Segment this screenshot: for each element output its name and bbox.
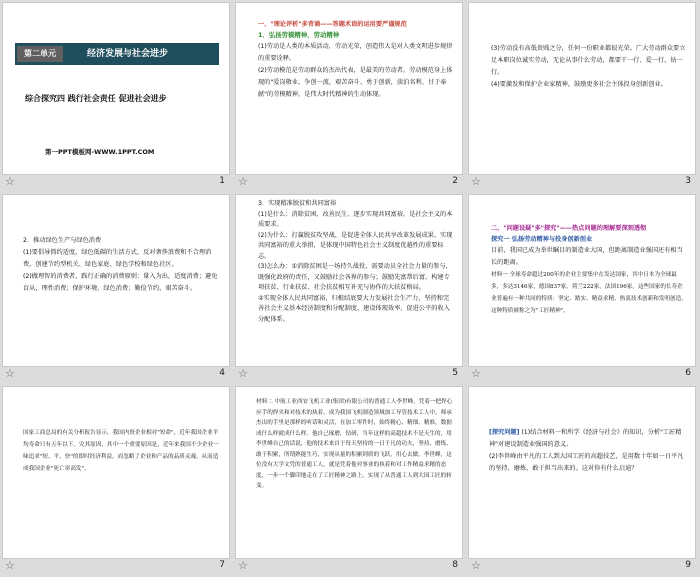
star-icon[interactable]: ☆ <box>238 559 248 572</box>
slide-number: 5 <box>452 368 458 378</box>
slide-thumbnail-1[interactable] <box>0 0 233 192</box>
slide-footer <box>3 367 229 382</box>
paragraph-2: (2)做理智的消费者，践行正确的消费原则：量入为出，适度消费；避免盲从，理性消费；保护环境，绿色消费；勤俭节约，艰苦奋斗。 <box>23 273 218 292</box>
slide-footer <box>236 175 462 190</box>
slide-thumbnail-4[interactable] <box>0 192 233 384</box>
paragraph-1: (3)劳动没有高低贵贱之分，任何一份职业都很光荣。广大劳动群众要立足本职岗位诚实劳动，无论从事什么劳动，都要干一行、爱一行、钻一行。 <box>491 45 686 76</box>
star-icon[interactable]: ☆ <box>5 559 15 572</box>
slide-thumbnail-6[interactable] <box>466 192 699 384</box>
star-icon[interactable]: ☆ <box>5 367 15 380</box>
slide-footer <box>469 175 695 190</box>
paragraph-1: 国家工商总局的有关分析报告显示，我国内资企业相对"短命"，近年我国企业平均寿命只有五年以下。究其原因，其中一个重要原因是，近年来我国不少企业一味追求"短、平、快"的即时经济利益，而忽略了企业和产品的品质灵魂，从而造成我国企业"死亡率高发"。 <box>23 430 219 472</box>
slide-thumbnail-7[interactable] <box>0 384 233 576</box>
slide-thumbnail-2[interactable] <box>233 0 466 192</box>
slide-canvas[interactable] <box>3 387 229 558</box>
sub-heading: 探究一 弘扬劳动精神与投身创新创业 <box>491 236 593 243</box>
slide-footer <box>469 559 695 574</box>
slide-footer <box>236 367 462 382</box>
question-1: (1)结合材料一和所学《经济与社会》的知识，分析"工匠精神"对建设制造业强国的意义。 <box>489 429 682 448</box>
slide-canvas[interactable] <box>236 387 462 558</box>
slide-thumbnail-8[interactable] <box>233 384 466 576</box>
star-icon[interactable]: ☆ <box>5 175 15 188</box>
inquiry-title: 综合探究四 践行社会责任 促进社会进步 <box>25 94 167 103</box>
slide-footer <box>3 175 229 190</box>
slide-thumbnail-5[interactable] <box>233 192 466 384</box>
sub-heading: 1．弘扬劳模精神、劳动精神 <box>258 31 340 39</box>
slide-canvas[interactable] <box>3 3 229 174</box>
slide-number: 2 <box>452 176 458 186</box>
question-set <box>489 427 687 451</box>
paragraph-3: (3)怎么办：①消除贫困是一场持久战役，需要动员全社会力量的参与，既强化政府的责任，又鼓励社会各界的参与；鼓励先富帮后富，构建专项扶贫、行业扶贫、社会扶贫相互补充与协作的大扶贫格局。 <box>258 263 452 291</box>
slide-number: 3 <box>685 176 691 186</box>
slide-footer <box>3 559 229 574</box>
star-icon[interactable]: ☆ <box>238 367 248 380</box>
template-footer: 第一PPT模板网-WWW.1PPT.COM <box>45 148 155 156</box>
slide-thumbnail-3[interactable] <box>466 0 699 192</box>
slide-number: 6 <box>685 368 691 378</box>
unit-tag: 第二单元 <box>17 46 63 62</box>
slide-canvas[interactable] <box>469 387 695 558</box>
sub-heading: 3．实现精准脱贫和共同富裕 <box>258 200 337 207</box>
slide-thumbnail-9[interactable] <box>466 384 699 576</box>
slide-number: 9 <box>685 560 691 570</box>
unit-title: 经济发展与社会进步 <box>87 49 169 59</box>
slide-number: 4 <box>219 368 225 378</box>
slide-number: 1 <box>219 176 225 186</box>
slide-footer <box>469 367 695 382</box>
paragraph-1: (1)劳动是人类的本质活动，劳动光荣，创造伟大是对人类文明进步规律的重要诠释。 <box>258 43 453 62</box>
paragraph-4: ②实现全体人民共同富裕，归根结底要大力发展社会生产力，坚持和完善社会主义基本经济制度和分配制度，建设体现效率、促进公平的收入分配体系。 <box>258 294 450 323</box>
unit-banner <box>15 43 219 65</box>
paragraph-2: (2)为什么：打赢脱贫攻坚战，是促进全体人民共享改革发展成果、实现共同富裕的重大举措，是体现中国特色社会主义制度优越性的重要标志。 <box>258 231 453 260</box>
slide-footer <box>236 559 462 574</box>
question-2: (2)李世峰由平凡的工人到大国工匠的高超技艺，是用数十年如一日平凡的坚持、磨炼、敢于担当出来的。这对你有什么启迪？ <box>489 453 684 472</box>
slide-canvas[interactable] <box>469 3 695 174</box>
slide-canvas[interactable] <box>3 195 229 366</box>
question-label: [探究问题] <box>489 429 520 436</box>
slide-canvas[interactable] <box>236 195 462 366</box>
paragraph-1: (1)要倡导简约适度、绿色低碳的生活方式，反对奢侈浪费和不合理消费，创建节约型机关、绿色家庭、绿色学校和绿色社区。 <box>23 249 212 268</box>
sub-heading: 2．推动绿色生产与绿色消费 <box>23 237 102 244</box>
star-icon[interactable]: ☆ <box>471 175 481 188</box>
section-heading: 二、"问题设疑"多"探究"——热点问题的理解要深刻透彻 <box>491 225 647 232</box>
paragraph-2: (2)劳动模范是劳动群众的杰出代表，是最美的劳动者。劳动模范身上体现的"爱岗敬业、争创一流，艰苦奋斗、勇于创新，淡泊名利、甘于奉献"的劳模精神，是伟大时代精神的生动体现。 <box>258 67 453 98</box>
slide-number: 7 <box>219 560 225 570</box>
slide-canvas[interactable] <box>469 195 695 366</box>
slide-number: 8 <box>452 560 458 570</box>
paragraph-2: (4)要激发和保护企业家精神，鼓励更多社会主体投身创新创业。 <box>491 81 667 88</box>
paragraph-1: (1)是什么：消除贫困、改善民生、逐步实现共同富裕，是社会主义的本质要求。 <box>258 210 453 228</box>
paragraph-1: 目前，我国已成为举世瞩目的制造业大国，但距离制造业强国还有相当长的距离。 <box>491 247 683 266</box>
section-heading: 一、"理论评析"多背诵——答题术语的运用要严谨规范 <box>258 21 407 28</box>
star-icon[interactable]: ☆ <box>471 559 481 572</box>
paragraph-1: 材料二 中航工业西安飞机工业(集团)有限公司的普通工人李世峰，凭着一把焊心应手的焊夹和对技术的执着，成为我国飞机制造领域加工导管技术工人中，师承杰出的手里是那样的听话和灵活，在加工零件时，始终精心、精细、精准，数据成什么样就成什么样。他自己琢磨，钻研，当年这样的高超技术不是天生的，用李世峰自己的话说，他的技术来自于每天坚持的一日千凡的功夫，坚持、磨炼，敢于积累，所谓熟能生巧，实现从量的积累到质的飞跃，用心去做。李世峰，这位没有大学文凭的普通工人，就是凭着他对事业的执着和对工作精益求精的态度，一步一个脚印地走在了工匠精神之路上。实现了从普通工人到大国工匠的转变。 <box>256 399 453 489</box>
paragraph-2: 材料一 全球寿命超过200年的企业主要集中在发达国家，其中日本为全球最多，多达3146家，德国837家，荷兰222家，法国196家。这些国家的长寿企业普遍有一种共同的特质：坚定、踏实、精益求精、热衷技术创新和发明创造，这种特质被称之为"工匠精神"。 <box>491 272 687 314</box>
star-icon[interactable]: ☆ <box>238 175 248 188</box>
star-icon[interactable]: ☆ <box>471 367 481 380</box>
slide-canvas[interactable] <box>236 3 462 174</box>
